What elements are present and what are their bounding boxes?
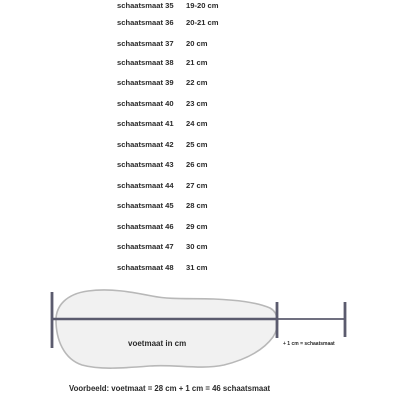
example-text: Voorbeeld: voetmaat = 28 cm + 1 cm = 46 schaatsmaat — [69, 384, 271, 393]
skate-size-label: schaatsmaat 36 — [117, 18, 174, 27]
skate-size-label: schaatsmaat 42 — [117, 140, 174, 149]
skate-size-label: schaatsmaat 38 — [117, 58, 174, 67]
foot-length-value: 29 cm — [186, 222, 208, 231]
foot-length-value: 20 cm — [186, 39, 208, 48]
size-row — [0, 241, 400, 253]
skate-size-label: schaatsmaat 46 — [117, 222, 174, 231]
size-row — [0, 77, 400, 89]
foot-length-value: 31 cm — [186, 263, 208, 272]
skate-size-label: schaatsmaat 35 — [117, 1, 174, 10]
size-row — [0, 17, 400, 29]
size-row — [0, 180, 400, 192]
size-row — [0, 159, 400, 171]
size-row — [0, 262, 400, 274]
size-row — [0, 200, 400, 212]
foot-measurement-diagram — [0, 280, 400, 380]
foot-length-value: 20-21 cm — [186, 18, 219, 27]
skate-size-label: schaatsmaat 47 — [117, 242, 174, 251]
foot-length-value: 25 cm — [186, 140, 208, 149]
size-row — [0, 139, 400, 151]
foot-length-label: voetmaat in cm — [128, 339, 187, 348]
skate-size-label: schaatsmaat 39 — [117, 78, 174, 87]
size-row — [0, 38, 400, 50]
skate-size-label: schaatsmaat 40 — [117, 99, 174, 108]
size-row — [0, 0, 400, 12]
skate-size-label: schaatsmaat 41 — [117, 119, 174, 128]
size-row — [0, 118, 400, 130]
size-row — [0, 221, 400, 233]
foot-length-value: 30 cm — [186, 242, 208, 251]
skate-size-label: schaatsmaat 48 — [117, 263, 174, 272]
foot-length-value: 27 cm — [186, 181, 208, 190]
foot-length-value: 28 cm — [186, 201, 208, 210]
skate-size-label: schaatsmaat 37 — [117, 39, 174, 48]
foot-length-value: 21 cm — [186, 58, 208, 67]
foot-length-value: 19-20 cm — [186, 1, 219, 10]
size-row — [0, 57, 400, 69]
skate-size-label: schaatsmaat 43 — [117, 160, 174, 169]
skate-size-label: schaatsmaat 44 — [117, 181, 174, 190]
foot-length-value: 24 cm — [186, 119, 208, 128]
foot-length-value: 23 cm — [186, 99, 208, 108]
foot-length-value: 22 cm — [186, 78, 208, 87]
foot-outline-icon — [56, 290, 278, 368]
foot-length-value: 26 cm — [186, 160, 208, 169]
skate-size-label: schaatsmaat 45 — [117, 201, 174, 210]
size-row — [0, 98, 400, 110]
extra-length-label: + 1 cm = schaatsmaat — [283, 341, 335, 347]
